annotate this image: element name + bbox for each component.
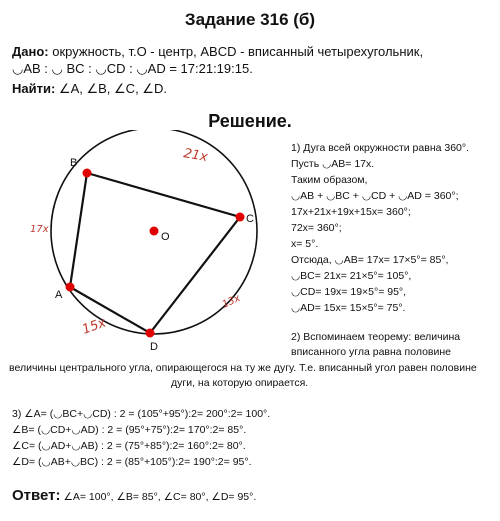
step1-line: ◡AB + ◡BC + ◡CD + ◡AD = 360°; — [291, 190, 459, 202]
answer-text: ∠A= 100°, ∠B= 85°, ∠C= 80°, ∠D= 95°. — [60, 491, 257, 503]
arc-label-ab: 17x — [30, 224, 49, 235]
arc-label-da: 15x — [80, 315, 109, 338]
step2-line: величины центрального угла, опирающегося на ту же дугу. Т.е. вписанный угол равен половине — [9, 362, 477, 374]
step2-line: 2) Вспоминаем теорему: величина — [291, 331, 461, 343]
circle-diagram — [0, 130, 290, 360]
label-c: C — [246, 213, 254, 225]
answer-block — [12, 487, 256, 505]
solution-title: Решение. — [208, 111, 292, 131]
label-a: A — [55, 289, 63, 301]
given-block — [12, 43, 423, 77]
angle-b-formula: ∠B= (◡CD+◡AD) : 2 = (95°+75°):2= 170°:2= 85°. — [12, 424, 247, 436]
angle-c-formula: ∠C= (◡AD+◡AB) : 2 = (75°+85°):2= 160°:2= 80°. — [12, 440, 246, 452]
step-3 — [12, 406, 270, 470]
step1-line: 72x= 360°; — [291, 222, 342, 234]
step2-line: дуги, на которую опирается. — [171, 377, 309, 389]
given-label: Дано: — [12, 44, 49, 59]
step-2-wide — [3, 361, 477, 391]
given-text: окружность, т.О - центр, ABCD - вписанный четырехугольник, — [48, 44, 424, 59]
step1-line: Отсюда, ◡AB= 17x= 17×5°= 85°, — [291, 254, 449, 266]
arc-label-bc: 21x — [182, 146, 209, 166]
find-text: ∠A, ∠B, ∠C, ∠D. — [55, 81, 167, 96]
arc-ratio: ◡AB : ◡ BC : ◡CD : ◡AD = 17:21:19:15. — [12, 61, 253, 76]
step1-line: x= 5°. — [291, 238, 319, 250]
quadrilateral-abcd — [70, 173, 240, 333]
step-1 — [291, 140, 469, 316]
find-block — [12, 81, 167, 97]
angle-d-formula: ∠D= (◡AB+◡BC) : 2 = (85°+105°):2= 190°:2= 95°. — [12, 456, 252, 468]
step1-line: ◡BC= 21x= 21×5°= 105°, — [291, 270, 412, 282]
label-o: O — [161, 231, 170, 243]
step-2-right — [291, 330, 460, 360]
center-o — [150, 227, 159, 236]
step1-line: Пусть ◡AB= 17x. — [291, 158, 375, 170]
answer-label: Ответ: — [12, 487, 61, 504]
point-d — [146, 329, 155, 338]
label-b: B — [70, 157, 78, 169]
find-label: Найти: — [12, 81, 56, 96]
step1-line: ◡CD= 19x= 19×5°= 95°, — [291, 286, 407, 298]
arc-label-cd: 13x — [220, 292, 243, 311]
label-d: D — [150, 341, 158, 353]
point-b — [83, 169, 92, 178]
point-c — [236, 213, 245, 222]
step1-line: 17x+21x+19x+15x= 360°; — [291, 206, 411, 218]
step1-line: Таким образом, — [291, 174, 368, 186]
task-title: Задание 316 (б) — [184, 10, 316, 29]
point-a — [66, 283, 75, 292]
angle-a-formula: 3) ∠A= (◡BC+◡CD) : 2 = (105°+95°):2= 200°:2= 100°. — [12, 408, 271, 420]
step1-line: ◡AD= 15x= 15×5°= 75°. — [291, 302, 406, 314]
step1-line: 1) Дуга всей окружности равна 360°. — [291, 142, 470, 154]
step2-line: вписанного угла равна половине — [291, 346, 452, 358]
